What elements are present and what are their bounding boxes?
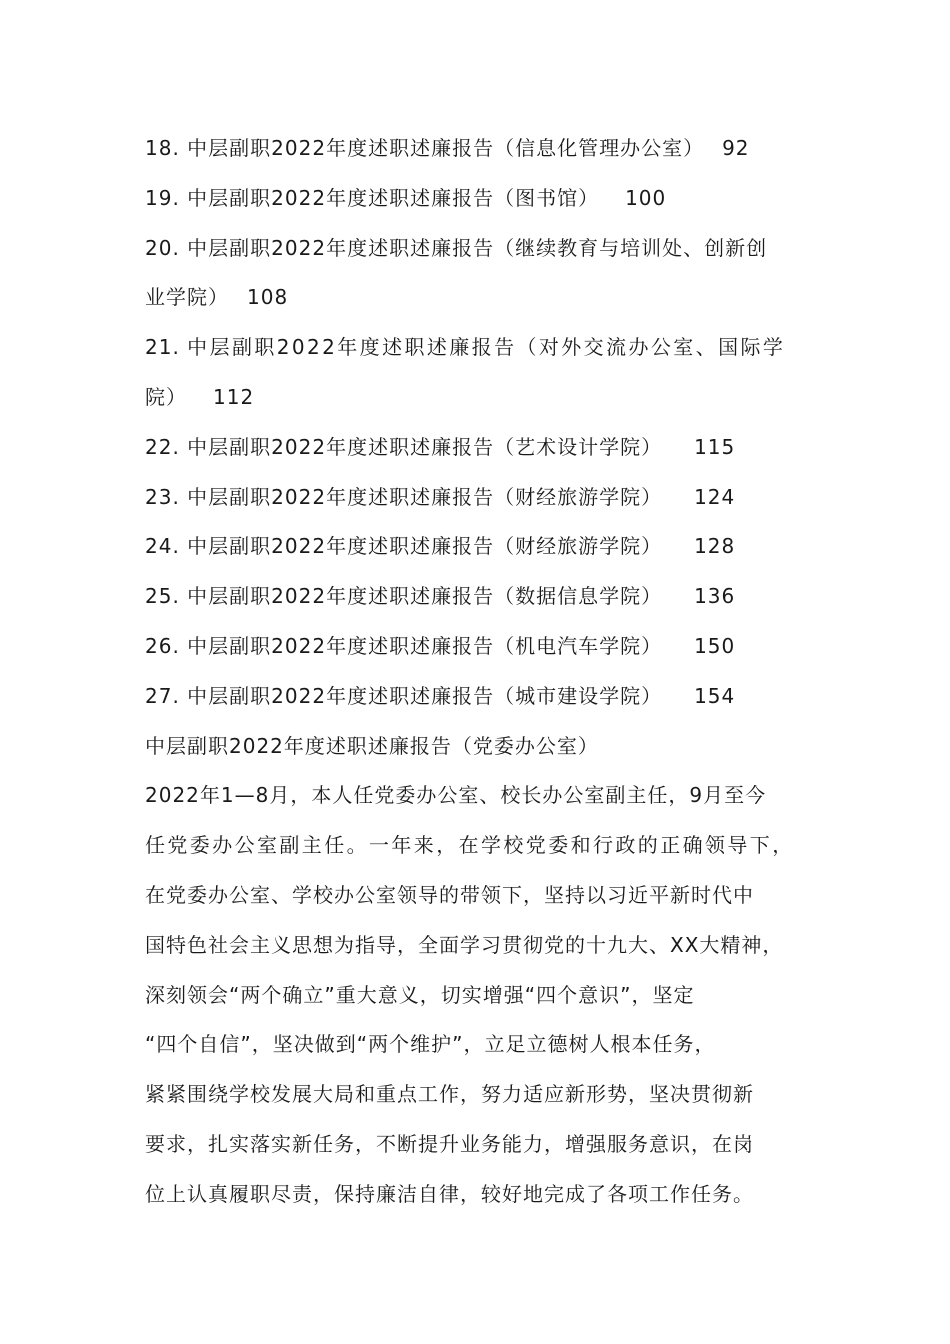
toc-title: 中层副职2022年度述职述廉报告（财经旅游学院）: [187, 484, 663, 509]
toc-page-number: 124: [694, 484, 736, 509]
toc-title: 中层副职2022年度述职述廉报告（对外交流办公室、国际学: [187, 335, 786, 360]
body-paragraph-line: 国特色社会主义思想为指导，全面学习贯彻党的十九大、XX大精神，: [145, 932, 784, 957]
toc-entry-27: [145, 672, 825, 722]
toc-number: 26.: [145, 633, 180, 658]
body-paragraph-line: 要求，扎实落实新任务，不断提升业务能力，增强服务意识，在岗: [145, 1131, 754, 1156]
toc-entry-18: [145, 124, 825, 174]
toc-title: 中层副职2022年度述职述廉报告（图书馆）: [187, 185, 600, 210]
toc-title: 中层副职2022年度述职述廉报告（艺术设计学院）: [187, 434, 663, 459]
toc-page-number: 108: [247, 285, 289, 310]
toc-title: 中层副职2022年度述职述廉报告（数据信息学院）: [187, 584, 663, 609]
toc-entry-24: [145, 522, 825, 572]
toc-entry-21-continued: [145, 373, 825, 423]
toc-number: 22.: [145, 434, 180, 459]
body-paragraph-line: 紧紧围绕学校发展大局和重点工作，努力适应新形势，坚决贯彻新: [145, 1082, 754, 1107]
toc-page-number: 112: [213, 384, 255, 409]
toc-title: 中层副职2022年度述职述廉报告（机电汽车学院）: [187, 633, 663, 658]
body-paragraph-line: 位上认真履职尽责，保持廉洁自律，较好地完成了各项工作任务。: [145, 1181, 754, 1206]
toc-entry-21: [145, 323, 825, 373]
toc-page-number: 92: [722, 136, 750, 160]
toc-title: 中层副职2022年度述职述廉报告（财经旅游学院）: [187, 534, 663, 559]
toc-entry-20-continued: [145, 273, 825, 323]
toc-number: 24.: [145, 534, 180, 559]
toc-number: 23.: [145, 484, 180, 509]
toc-number: 20.: [145, 235, 180, 260]
toc-page-number: 136: [694, 584, 736, 609]
toc-number: 18.: [145, 136, 180, 160]
toc-entry-22: [145, 423, 825, 473]
toc-entry-20: [145, 224, 825, 274]
body-paragraph-line: 2022年1—8月，本人任党委办公室、校长办公室副主任，9月至今: [145, 783, 767, 808]
toc-entry-23: [145, 473, 825, 523]
toc-number: 19.: [145, 185, 180, 210]
toc-title: 中层副职2022年度述职述廉报告（信息化管理办公室）: [187, 136, 705, 160]
toc-entry-19: [145, 174, 825, 224]
toc-number: 27.: [145, 683, 180, 708]
toc-number: 25.: [145, 584, 180, 609]
toc-page-number: 154: [694, 683, 736, 708]
body-paragraph-line: 任党委办公室副主任。一年来，在学校党委和行政的正确领导下，: [145, 833, 795, 858]
toc-page-number: 115: [694, 434, 736, 459]
toc-entry-26: [145, 622, 825, 672]
body-paragraph-line: 深刻领会“两个确立”重大意义，切实增强“四个意识”，坚定: [145, 982, 695, 1007]
document-page: [145, 124, 825, 1220]
toc-page-number: 100: [625, 185, 667, 210]
toc-entry-25: [145, 572, 825, 622]
toc-number: 21.: [145, 335, 180, 360]
toc-page-number: 128: [694, 534, 736, 559]
toc-title-continued: 院）: [145, 384, 187, 409]
body-paragraph-line: “四个自信”，坚决做到“两个维护”，立足立德树人根本任务，: [145, 1032, 716, 1057]
body-paragraph-line: 在党委办公室、学校办公室领导的带领下，坚持以习近平新时代中: [145, 882, 754, 907]
toc-title-continued: 业学院）: [145, 285, 229, 310]
toc-title: 中层副职2022年度述职述廉报告（继续教育与培训处、创新创: [187, 235, 768, 260]
toc-page-number: 150: [694, 633, 736, 658]
toc-title: 中层副职2022年度述职述廉报告（城市建设学院）: [187, 683, 663, 708]
section-title: 中层副职2022年度述职述廉报告（党委办公室）: [145, 733, 599, 758]
